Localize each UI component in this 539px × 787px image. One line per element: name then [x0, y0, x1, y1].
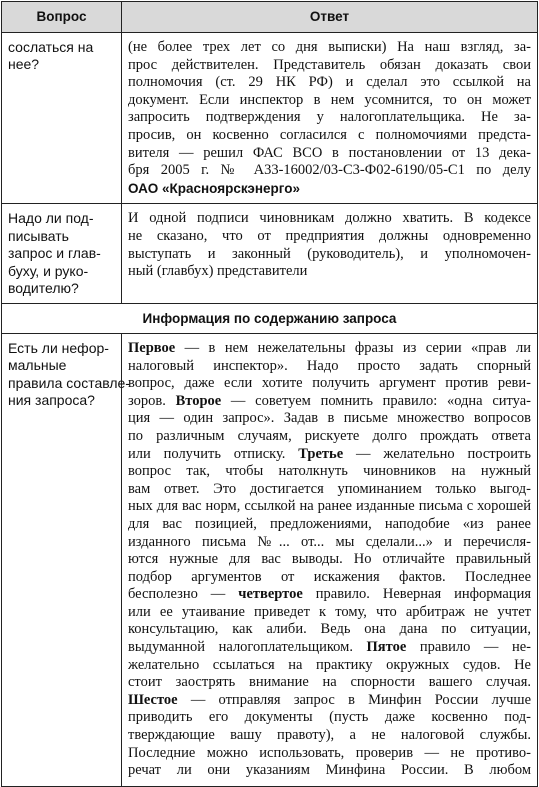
table-row: [2, 33, 538, 204]
answer-line: [128, 692, 531, 710]
rule-text: — в нем нежелательны фразы из серии «прав ли: [175, 339, 531, 356]
answer-line: [128, 410, 531, 428]
answer-cell: [122, 33, 538, 204]
rule-text: или получить отписку.: [128, 445, 299, 462]
rule-keyword: Пятое: [366, 639, 407, 656]
question-line: Надо ли под-: [8, 210, 94, 227]
table-header-row: [2, 2, 538, 33]
answer-line: [128, 428, 531, 446]
answer-line: полномочия (ст. 29 НК РФ) и сделал это ссылкой на: [128, 74, 531, 91]
rule-text: для вас позицией, предложениями, наподобие «из ранее: [128, 515, 531, 532]
question-line: запрос и глав-: [8, 245, 101, 262]
rule-text: правило. Неверная информация: [302, 586, 531, 603]
rule-text: ются нужные для вас выводы. Но отличайте правильный: [128, 551, 531, 568]
rule-text: вопрос, даже если хотите получить аргумент против реви-: [128, 375, 531, 392]
answer-line: [128, 727, 531, 745]
answer-line: не сказано, что от предприятия должны одновременно: [128, 227, 531, 244]
answer-line: просив, он косвенно согласился с полномочиями предста-: [128, 126, 531, 143]
answer-line: [128, 674, 531, 692]
answer-line: [128, 604, 531, 622]
answer-line: документ. Если инспектор в нем усомнится, то он может: [128, 91, 531, 108]
answer-line: ный (главбух) представители: [128, 263, 308, 280]
question-line: Есть ли нефор-: [8, 339, 109, 356]
answer-line: [128, 463, 531, 481]
answer-line: [128, 569, 531, 587]
answer-line: [128, 534, 531, 552]
rule-text: подбор аргументов от искажения фактов. Последнее: [128, 568, 531, 585]
rule-keyword: Шестое: [128, 691, 178, 708]
question-line: мальные: [8, 357, 67, 374]
answer-cell: [122, 333, 538, 786]
question-line: буху, и руко-: [8, 262, 89, 279]
rule-text: Последние можно использовать, проверив — не противо-: [128, 744, 531, 761]
question-line: ния запроса?: [8, 392, 95, 409]
answer-line: [128, 481, 531, 499]
answer-line: [128, 340, 531, 358]
rule-keyword: Первое: [128, 339, 176, 356]
answer-line: [128, 639, 531, 657]
answer-line: [128, 586, 531, 604]
rule-keyword: Третье: [298, 445, 344, 462]
answer-line: [128, 762, 531, 780]
answer-line: [128, 551, 531, 569]
answer-line: выступать и законный (руководитель), и уполномочен-: [128, 245, 531, 262]
rule-text: по различным случаям, рискуете долго прождать ответа: [128, 427, 531, 444]
answer-line: [128, 358, 531, 376]
rule-text: — советуем помнить правило: «одна ситуа-: [221, 392, 531, 409]
question-line: нее?: [8, 56, 40, 73]
rule-text: приводить его документы (пусть даже косвенно под-: [128, 709, 531, 726]
rule-text: ция — один запрос». Задав в письме множество вопросов: [128, 410, 531, 427]
rule-text: выдуманной налогоплательщиком.: [128, 639, 367, 656]
column-header-question: Вопрос: [2, 2, 122, 33]
case-name: ОАО «Красноярскэнерго»: [128, 180, 300, 196]
answer-line: [128, 709, 531, 727]
answer-line: [128, 745, 531, 763]
rule-text: вопрос так, чтобы натолкнуть чиновников на нужный: [128, 463, 531, 480]
question-cell: [2, 333, 130, 786]
rule-text: речат ли они указаниям Минфина России. В любом: [128, 762, 531, 779]
answer-line: [128, 657, 531, 675]
answer-line: запросить подтверждения у налогоплательщика. Не за-: [128, 109, 531, 126]
answer-line: [128, 375, 531, 393]
rule-text: налоговый инспектор». Надо просто задать спорный: [128, 357, 531, 374]
answer-line: бря 2005 г. № А33-16002/03-С3-Ф02-6190/05-С1 по делу: [128, 162, 531, 179]
question-cell: [2, 204, 122, 304]
answer-cell: [122, 204, 538, 304]
rule-text: правило — не-: [406, 639, 531, 656]
answer-line: [128, 446, 531, 464]
question-line: водителю?: [8, 279, 79, 296]
question-line: правила составле-: [8, 374, 130, 391]
rule-text: стоит заострять внимание на спорности вашего случая.: [128, 674, 531, 691]
answer-line: вителя — решил ФАС ВСО в постановлении от 13 дека-: [128, 144, 531, 161]
rule-keyword: Второе: [175, 392, 222, 409]
answer-line: прос действителен. Представитель обязан доказать свои: [128, 56, 531, 73]
rule-text: желательно ссылаться на практику окружных судов. Не: [128, 656, 531, 673]
answer-line: [128, 393, 531, 411]
answer-line: (не более трех лет со дня выписки) На наш взгляд, за-: [128, 39, 531, 55]
rule-text: зоров.: [128, 392, 176, 409]
rule-keyword: четвертое: [238, 586, 303, 603]
answer-line: [128, 516, 531, 534]
question-line: сослаться на: [8, 39, 94, 55]
question-cell: [2, 33, 122, 204]
rule-text: изданного письма №... от... мы сделали...» и перечисля-: [128, 533, 531, 550]
table-row: [2, 204, 538, 304]
section-title: Информация по содержанию запроса: [2, 304, 538, 334]
rule-text: тверждающие вашу правоту), а не налоговой службы.: [128, 727, 531, 744]
rule-text: или ее утаивание приведет к тому, что арбитраж не учтет: [128, 603, 531, 620]
answer-line: И одной подписи чиновникам должно хватить. В кодексе: [128, 210, 531, 227]
rule-text: бесполезно —: [128, 586, 239, 603]
answer-line: [128, 621, 531, 639]
answer-line: [128, 498, 531, 516]
qa-table: [1, 1, 538, 787]
rule-text: консультацию, как алиби. Ведь она дана по ситуации,: [128, 621, 531, 638]
section-row: [2, 304, 538, 334]
rule-text: — отправляя запрос в Минфин России лучше: [177, 691, 531, 708]
table-row: [2, 333, 538, 786]
rule-text: ных для вас норм, ссылкой на ранее изданные письма с хорошей: [128, 498, 531, 515]
column-header-answer: Ответ: [122, 2, 538, 33]
rule-text: — желательно построить: [343, 445, 531, 462]
question-line: писывать: [8, 227, 69, 244]
rule-text: вам ответ. Это достигается упоминанием только выгод-: [128, 480, 531, 497]
